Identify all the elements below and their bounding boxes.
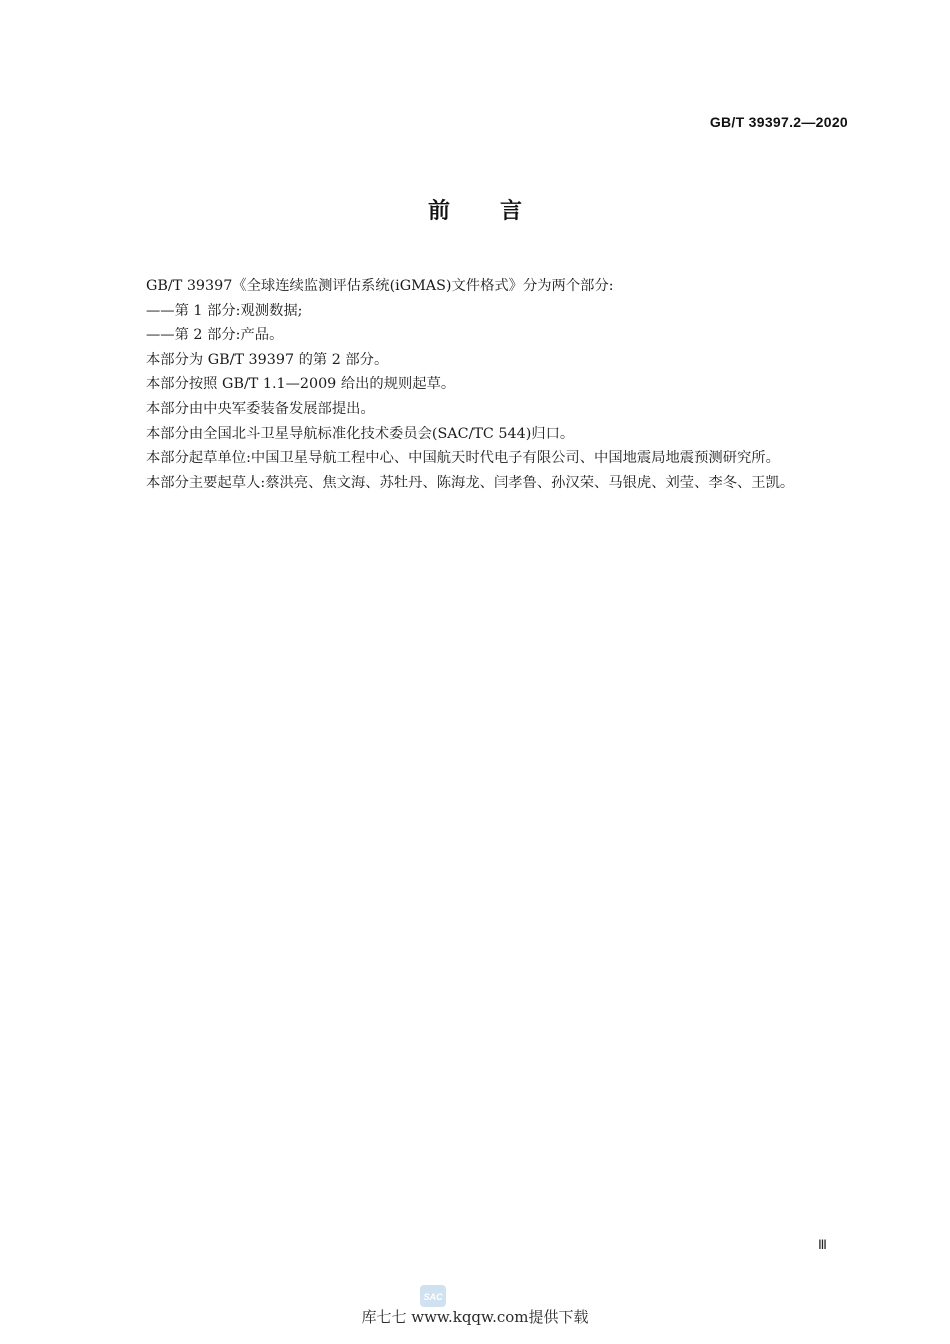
paragraph-scope: 本部分为 GB/T 39397 的第 2 部分。 <box>146 351 389 368</box>
paragraph-drafting-units: 本部分起草单位:中国卫星导航工程中心、中国航天时代电子有限公司、中国地震局地震预测研究所。 <box>146 450 780 467</box>
paragraph-parts-intro: GB/T 39397《全球连续监测评估系统(iGMAS)文件格式》分为两个部分: <box>146 278 614 294</box>
standard-number: GB/T 39397.2—2020 <box>709 114 848 130</box>
foreword-body <box>113 274 850 495</box>
svg-text:SAC: SAC <box>423 1292 443 1302</box>
paragraph-proposer: 本部分由中央军委装备发展部提出。 <box>146 400 375 417</box>
paragraph-technical-committee: 本部分由全国北斗卫星导航标准化技术委员会(SAC/TC 544)归口。 <box>146 425 575 442</box>
paragraph-part-1: ——第 1 部分:观测数据; <box>146 302 303 319</box>
paragraph-part-2: ——第 2 部分:产品。 <box>146 327 284 344</box>
paragraph-drafters: 本部分主要起草人:蔡洪亮、焦文海、苏牡丹、陈海龙、闫孝鲁、孙汉荣、马银虎、刘莹、李冬、王凯。 <box>146 474 795 491</box>
download-watermark: 库七七 www.kqqw.com提供下载 <box>361 1308 589 1326</box>
paragraph-drafting-rules: 本部分按照 GB/T 1.1—2009 给出的规则起草。 <box>146 376 456 393</box>
sac-logo-icon <box>419 1284 447 1308</box>
page-number: Ⅲ <box>818 1237 827 1252</box>
page-title: 前言 <box>427 199 572 224</box>
